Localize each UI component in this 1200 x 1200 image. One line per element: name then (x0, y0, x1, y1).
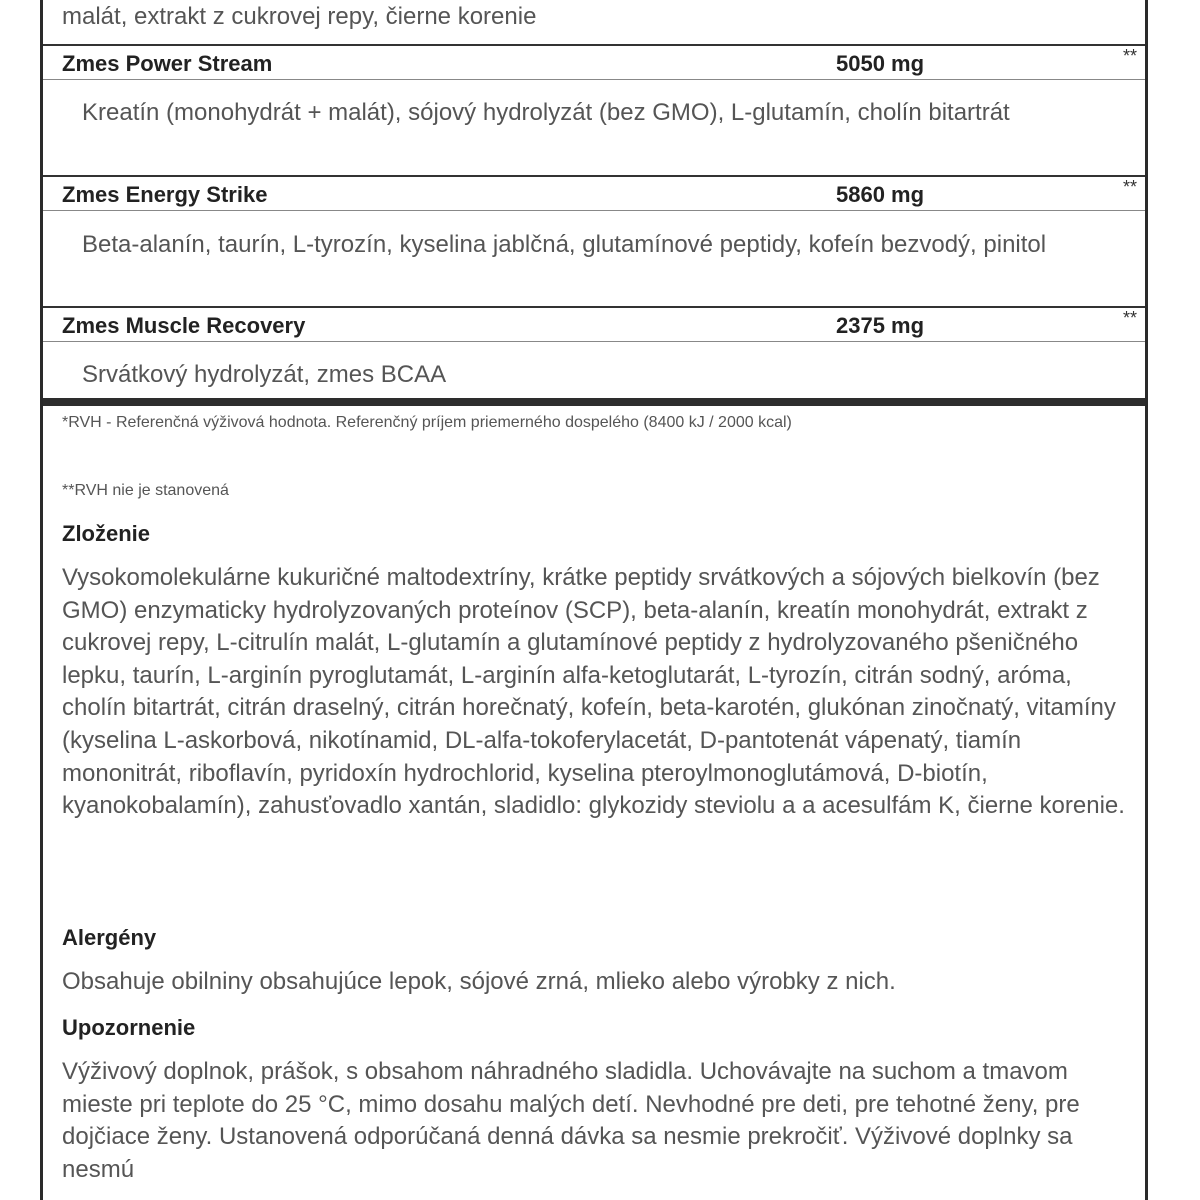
ingredient-name: Zmes Muscle Recovery (62, 313, 306, 338)
ingredient-name: Zmes Energy Strike (62, 182, 268, 207)
warning-text: Výživový doplnok, prášok, s obsahom náhradného sladidla. Uchovávajte na suchom a tmavom mieste pri teplote do 25 °C, mimo dosahu malých detí. Nevhodné pre deti, pre tehotné ženy, pre dojčiace ženy. Ustanovená odporúčaná denná dávka sa nesmie prekročiť. Výživové doplnky sa nesmú (62, 1058, 1080, 1183)
rvh-marker: ** (1122, 308, 1137, 328)
table-bottom-rule (43, 398, 1145, 406)
ingredient-description: Beta-alanín, taurín, L-tyrozín, kyselina jablčná, glutamínové peptidy, kofeín bezvodý, pinitol (82, 231, 1047, 258)
rvh-reference-footnote: *RVH - Referenčná výživová hodnota. Referenčný príjem priemerného dospelého (8400 kJ / 2000 kcal) (62, 414, 792, 431)
allergens-text: Obsahuje obilniny obsahujúce lepok, sójové zrná, mlieko alebo výrobky z nich. (62, 968, 896, 995)
rvh-marker: ** (1122, 46, 1137, 66)
table-row (43, 175, 1145, 211)
ingredient-description: Kreatín (monohydrát + malát), sójový hydrolyzát (bez GMO), L-glutamín, cholín bitartrát (82, 99, 1010, 126)
ingredient-amount: 5860 mg (836, 182, 925, 207)
ingredient-amount: 2375 mg (836, 313, 925, 338)
rvh-marker: ** (1122, 177, 1137, 197)
allergens-heading: Alergény (62, 925, 157, 950)
ingredient-amount: 5050 mg (836, 51, 925, 76)
composition-text: Vysokomolekulárne kukuričné maltodextríny, krátke peptidy srvátkových a sójových bielkovín (bez GMO) enzymaticky hydrolyzovaných proteínov (SCP), beta-alanín, kreatín monohydrát, extrakt z cukrovej repy, L-citrulín malát, L-glutamín a glutamínové peptidy z hydrolyzovaného pšeničného lepku, taurín, L-arginín pyroglutamát, L-arginín alfa-ketoglutarát, L-tyrozín, citrán sodný, aróma, cholín bitartrát, citrán draselný, citrán horečnatý, kofeín, beta-karotén, glukónan zinočnatý, vitamíny (kyselina L-askorbová, nikotínamid, DL-alfa-tokoferylacetát, D-pantotenát vápenatý, tiamín mononitrát, riboflavín, pyridoxín hydrochlorid, kyselina pteroylmonoglutámová, D-biotín, kyanokobalamín), zahusťovadlo xantán, sladidlo: glykozidy steviolu a a acesulfám K, čierne korenie. (62, 564, 1125, 820)
rvh-not-set-footnote: **RVH nie je stanovená (62, 482, 229, 499)
composition-heading: Zloženie (62, 521, 151, 546)
previous-row-description: malát, extrakt z cukrovej repy, čierne korenie (62, 3, 537, 30)
table-row (43, 44, 1145, 80)
warning-heading: Upozornenie (62, 1015, 196, 1040)
table-row (43, 306, 1145, 342)
ingredient-description: Srvátkový hydrolyzát, zmes BCAA (82, 361, 447, 388)
ingredient-name: Zmes Power Stream (62, 51, 273, 76)
